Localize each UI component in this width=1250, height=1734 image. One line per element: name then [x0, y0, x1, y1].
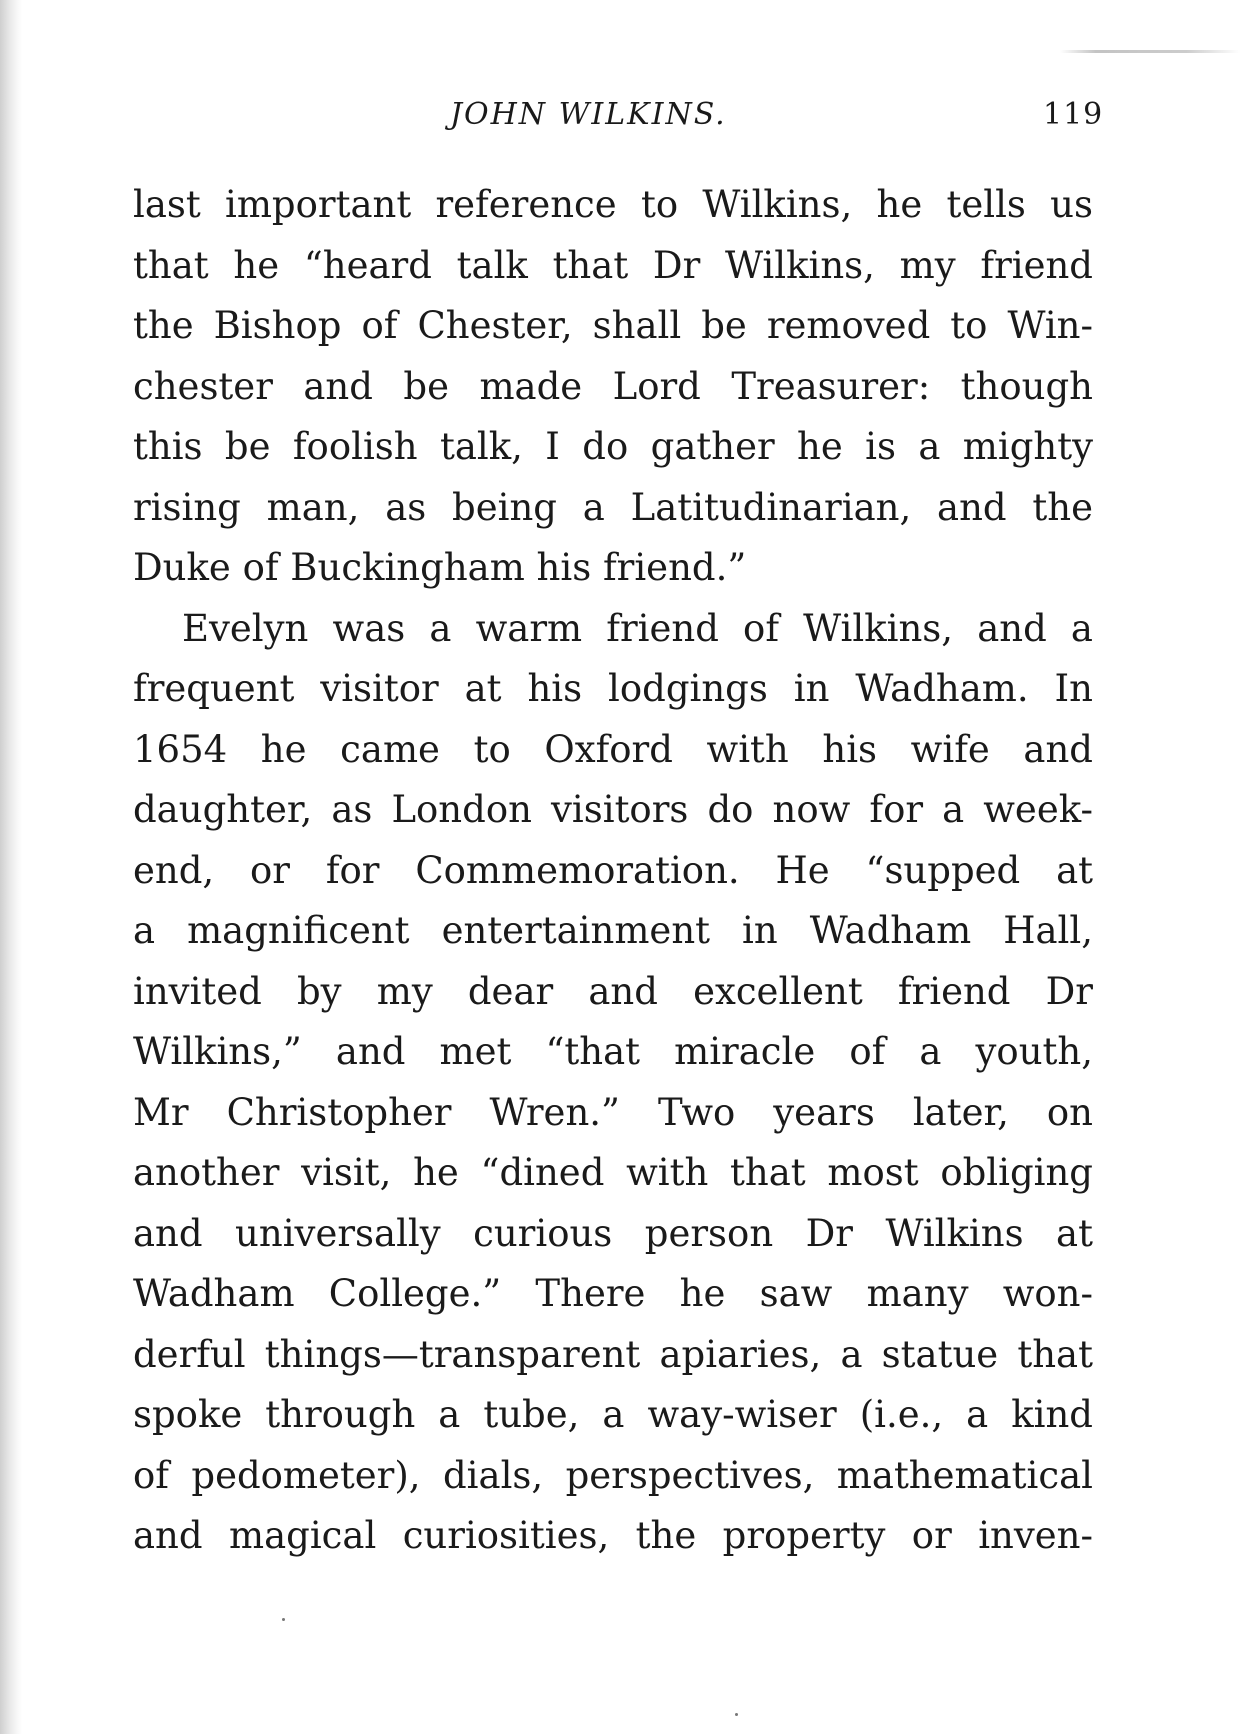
paper-speck: [735, 1713, 738, 1716]
text-line: 1654 he came to Oxford with his wife and: [133, 727, 1093, 771]
text-line: rising man, as being a Latitudinarian, and the: [133, 485, 1093, 529]
paper-speck: [282, 1618, 285, 1621]
page-number: 119: [1043, 97, 1104, 132]
text-line: chester and be made Lord Treasurer: though: [133, 364, 1093, 408]
text-line: a magnificent entertainment in Wadham Hall,: [133, 909, 1093, 952]
text-line: of pedometer), dials, perspectives, mathematical: [133, 1453, 1093, 1497]
text-line: that he “heard talk that Dr Wilkins, my friend: [133, 243, 1093, 287]
text-line: derful things—transparent apiaries, a statue that: [133, 1332, 1093, 1376]
text-line: the Bishop of Chester, shall be removed to Win-: [133, 304, 1093, 347]
text-line: frequent visitor at his lodgings in Wadham. In: [133, 667, 1093, 710]
paragraph-first-line: Evelyn was a warm friend of Wilkins, and a: [182, 606, 1093, 650]
text-line: this be foolish talk, I do gather he is a mighty: [133, 425, 1093, 468]
text-line: and magical curiosities, the property or inven-: [133, 1514, 1093, 1557]
text-line: another visit, he “dined with that most obliging: [133, 1151, 1093, 1194]
header-rule: [1060, 50, 1240, 53]
page-gutter-shadow: [0, 0, 22, 1734]
text-line: Wadham College.” There he saw many won-: [133, 1272, 1093, 1315]
text-line: end, or for Commemoration. He “supped at: [133, 848, 1093, 892]
text-line: invited by my dear and excellent friend Dr: [133, 969, 1093, 1013]
text-line: spoke through a tube, a way-wiser (i.e., a kind: [133, 1393, 1093, 1436]
running-title: JOHN WILKINS.: [450, 97, 727, 132]
text-line: daughter, as London visitors do now for a week-: [133, 788, 1093, 831]
text-line: Duke of Buckingham his friend.”: [133, 546, 747, 589]
text-line: last important reference to Wilkins, he tells us: [133, 183, 1093, 226]
body-text: [133, 175, 1093, 1567]
text-line: and universally curious person Dr Wilkins at: [133, 1211, 1093, 1255]
text-line: Mr Christopher Wren.” Two years later, on: [133, 1090, 1093, 1134]
text-line: Wilkins,” and met “that miracle of a youth,: [133, 1030, 1093, 1073]
page-header: [133, 95, 1104, 145]
